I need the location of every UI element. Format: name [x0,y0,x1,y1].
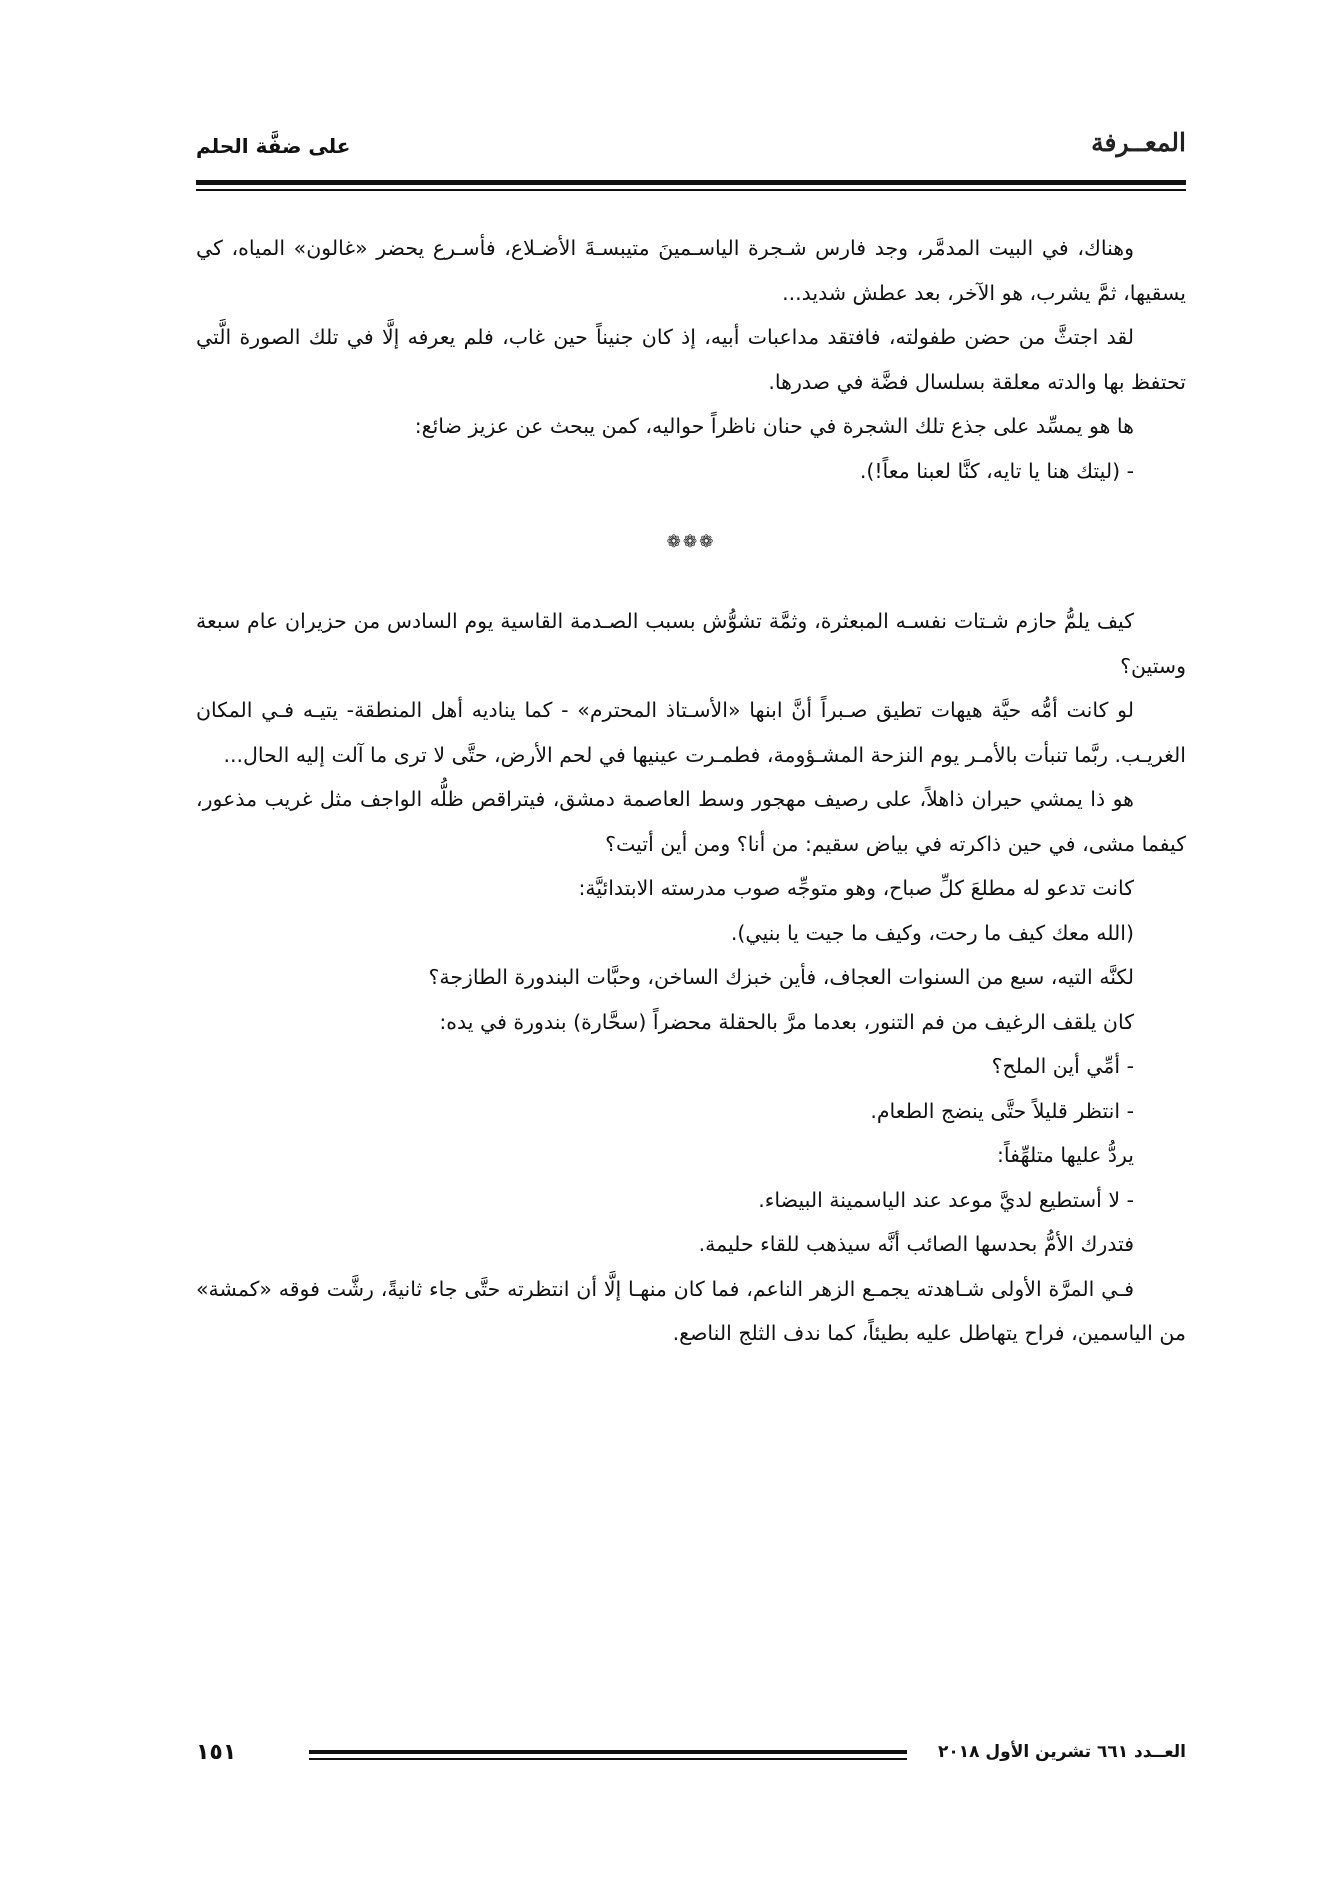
dialogue-line: - (ليتك هنا يا تايه، كنَّا لعبنا معاً!). [859,458,1134,483]
header-rule-thick [196,180,1186,185]
running-article-title: على ضفَّة الحلم [196,134,351,158]
dialogue-line: - أمِّي أين الملح؟ [991,1054,1134,1078]
paragraph: كان يلقف الرغيف من فم التنور، بعدما مرَّ بالحقلة محضراً (سحَّارة) بندورة في يده: [439,1009,1134,1034]
paragraph: لكنَّه التيه، سبع من السنوات العجاف، فأين خبزك الساخن، وحبَّات البندورة الطازجة؟ [428,965,1134,989]
footer-rule-thin [309,1758,907,1760]
paragraph: فتدرك الأمُّ بحدسها الصائب أنَّه سيذهب للقاء حليمة. [698,1232,1134,1256]
page-header [196,128,1186,174]
paragraph: ها هو يمسِّد على جذع تلك الشجرة في حنان ناظراً حواليه، كمن يبحث عن عزيز ضائع: [414,414,1134,438]
paragraph: لقد اجتثَّ من حضن طفولته، فافتقد مداعبات أبيه، إذ كان جنيناً حين غاب، فلم يعرفه إلَّا في تلك الصورة الَّتي تحتفظ بها والدته معلقة بسلسال فضَّة في صدرها. [196,325,1186,394]
paragraph: فـي المرَّة الأولى شـاهدته يجمـع الزهر الناعم، فما كان منهـا إلَّا أن انتظرته حتَّى جاء ثانيةً، رشَّت فوقه «كمشة» من الياسمين، فراح يتهاطل عليه بطيئاً، كما ندف الثلج الناصع. [196,1276,1186,1345]
quote-line: (الله معك كيف ما رحت، وكيف ما جيت يا بنيي). [730,920,1134,945]
paragraph: لو كانت أمُّه حيَّة هيهات تطيق صـبراً أنَّ ابنها «الأسـتاذ المحترم» - كما يناديه أهل المنطقة- يتيـه فـي المكان الغريـب. ربَّما تنبأت بالأمـر يوم النزحة المشـؤومة، فطمـرت عينيها في لحم الأرض، حتَّى لا ترى ما آلت إليه الحال... [196,698,1186,767]
magazine-logo: المعــرفة [1091,128,1186,157]
paragraph: كانت تدعو له مطلعَ كلِّ صباح، وهو متوجِّه صوب مدرسته الابتدائيَّة: [578,876,1134,900]
article-body [196,226,1186,1356]
paragraph: يردُّ عليها متلهِّفاً: [996,1143,1134,1167]
paragraph: وهناك، في البيت المدمَّر، وجد فارس شـجرة الياسـمينَ متيبسـةَ الأضـلاع، فأسـرع يحضر «غالون» المياه، كي يسقيها، ثمَّ يشرب، هو الآخر، بعد عطش شديد... [196,236,1186,305]
header-rule-thin [196,189,1186,191]
paragraph: كيف يلمُّ حازم شـتات نفسـه المبعثرة، وثمَّة تشوُّش بسبب الصـدمة القاسية يوم السادس من حزيران عام سبعة وستين؟ [196,609,1186,678]
footer-rule-thick [309,1750,907,1754]
dialogue-line: - انتظر قليلاً حتَّى ينضج الطعام. [870,1098,1134,1123]
page-footer [196,1742,1186,1778]
paragraph: هو ذا يمشي حيران ذاهلاً، على رصيف مهجور وسط العاصمة دمشق، فيتراقص ظلُّه الواجف مثل غريب مذعور، كيفما مشى، في حين ذاكرته في بياض سقيم: من أنا؟ ومن أين أتيت؟ [196,787,1186,856]
dialogue-line: - لا أستطيع لديَّ موعد عند الياسمينة البيضاء. [758,1187,1134,1212]
issue-info: العــدد ٦٦١ تشرين الأول ٢٠١٨ [937,1742,1186,1762]
page-number: ١٥١ [196,1740,237,1765]
section-divider-ornament: ❁❁❁ [666,532,716,552]
